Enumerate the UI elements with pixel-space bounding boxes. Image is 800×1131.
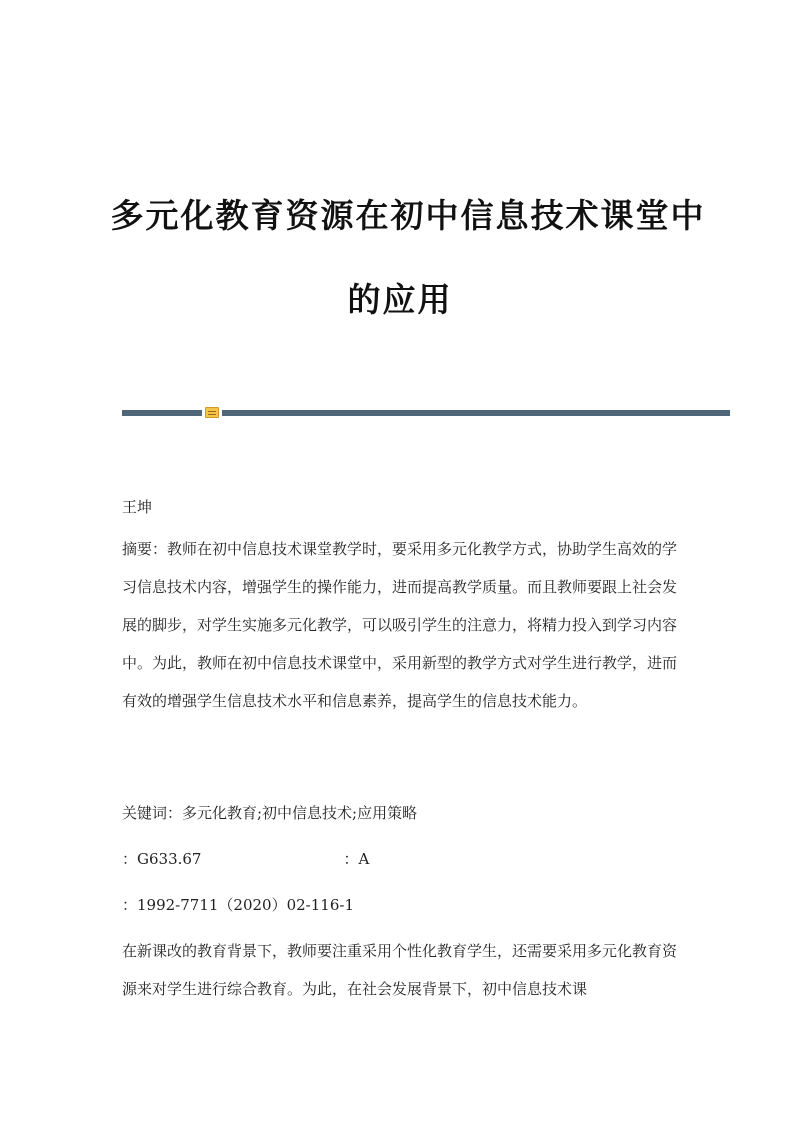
- classification-line: [122, 840, 682, 878]
- body-paragraph: 在新课改的教育背景下，教师要注重采用个性化教育学生，还需要采用多元化教育资源来对学生进行综合教育。为此，在社会发展背景下，初中信息技术课: [122, 942, 678, 998]
- title-line-1: 多元化教育资源在初中信息技术课堂中: [110, 196, 706, 235]
- clc-number: ：G633.67: [122, 850, 202, 868]
- keywords-line: 关键词：多元化教育;初中信息技术;应用策略: [122, 804, 418, 822]
- title-divider-left: [122, 410, 202, 416]
- document-icon: [205, 407, 219, 418]
- document-code: ：A: [343, 850, 370, 868]
- title-line-2: 的应用: [347, 280, 453, 319]
- abstract-paragraph: 摘要：教师在初中信息技术课堂教学时，要采用多元化教学方式，协助学生高效的学习信息技术内容，增强学生的操作能力，进而提高教学质量。而且教师要跟上社会发展的脚步，对学生实施多元化教学，可以吸引学生的注意力，将精力投入到学习内容中。为此，教师在初中信息技术课堂中，采用新型的教学方式对学生进行教学，进而有效的增强学生信息技术水平和信息素养，提高学生的信息技术能力。: [122, 540, 678, 710]
- issn-line: ：1992-7711（2020）02-116-1: [122, 896, 354, 914]
- title-divider-right: [222, 410, 730, 416]
- author-name: 王坤: [122, 498, 153, 516]
